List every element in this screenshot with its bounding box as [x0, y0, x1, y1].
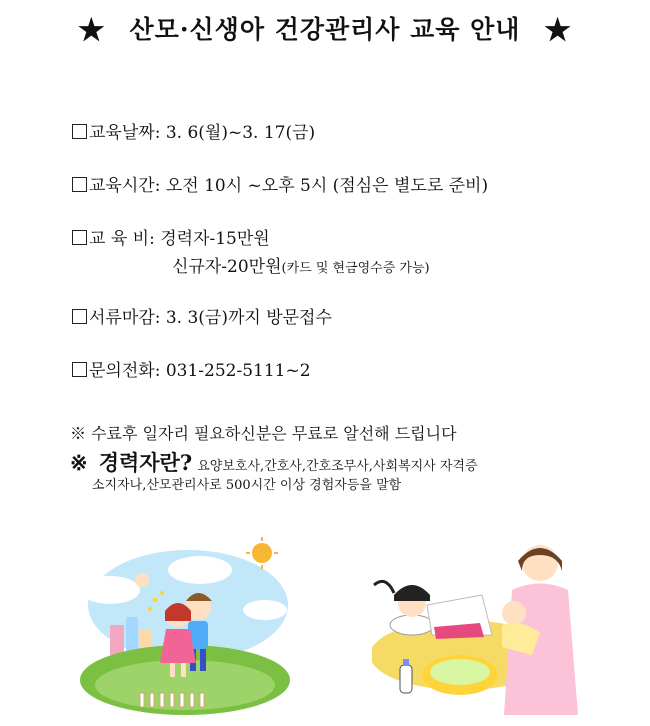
note-mark: ※ — [70, 450, 88, 475]
info-row-deadline — [72, 303, 332, 328]
phone-value: 031-252-5111~2 — [165, 361, 311, 381]
info-row-fee — [72, 224, 270, 249]
fee-note: (카드 및 현금영수증 가능) — [281, 261, 430, 276]
note-experienced-text: 요양보호사,간호사,간호조무사,사회복지사 자격증 — [197, 459, 478, 474]
time-value: 오전 10시 ~오후 5시 (점심은 별도로 준비) — [165, 176, 489, 196]
title-text: 산모·신생아 건강관리사 교육 안내 — [129, 15, 521, 44]
page-title — [0, 10, 650, 48]
deadline-value: 3. 3(금)까지 방문접수 — [165, 308, 332, 328]
checkbox-icon — [72, 124, 87, 139]
note-experienced-line2: 소지자나,산모관리사로 500시간 이상 경험자등을 말함 — [92, 478, 402, 493]
checkbox-icon — [72, 177, 87, 192]
info-row-phone — [72, 356, 311, 381]
phone-label: 문의전화: — [89, 361, 161, 381]
info-row-time — [72, 171, 488, 196]
star-icon: ★ — [544, 13, 573, 48]
checkbox-icon — [72, 362, 87, 377]
deadline-label: 서류마감: — [89, 308, 161, 328]
note-job-placement: ※ 수료후 일자리 필요하신분은 무료로 알선해 드립니다 — [70, 424, 457, 443]
fee-label: 교 육 비: — [89, 229, 155, 249]
caregiver-baby-illustration — [372, 535, 587, 715]
fee-line1: 경력자-15만원 — [160, 229, 270, 249]
time-label: 교육시간: — [89, 176, 161, 196]
fee-line2: 신규자-20만원 — [172, 257, 282, 277]
date-value: 3. 6(월)~3. 17(금) — [165, 123, 316, 143]
note-experienced-title: 경력자란? — [98, 450, 193, 475]
checkbox-icon — [72, 309, 87, 324]
date-label: 교육날짜: — [89, 123, 161, 143]
info-row-fee-line2 — [172, 252, 430, 277]
checkbox-icon — [72, 230, 87, 245]
info-row-date — [72, 118, 315, 143]
star-icon: ★ — [77, 13, 106, 48]
note-experienced — [70, 447, 478, 477]
children-meadow-illustration — [80, 535, 295, 715]
